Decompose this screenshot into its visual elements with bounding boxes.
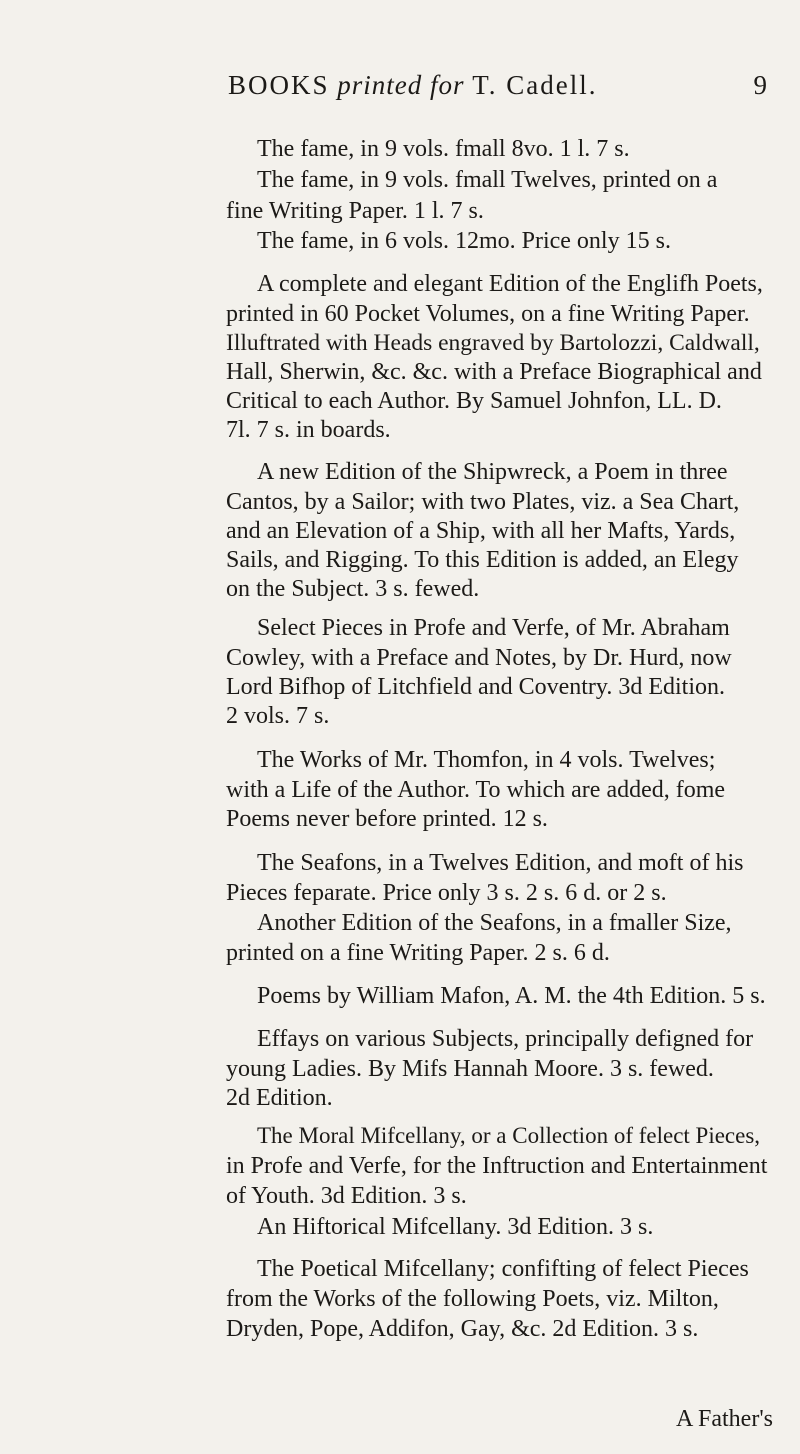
text-line: Effays on various Subjects, principally defigned for: [257, 1026, 754, 1052]
text-line: The Seafons, in a Twelves Edition, and moft of his: [257, 850, 744, 876]
page-number: 9: [753, 70, 768, 100]
text-line: 7l. 7 s. in boards.: [226, 417, 391, 443]
text-line: Pieces feparate. Price only 3 s. 2 s. 6 d. or 2 s.: [226, 880, 667, 906]
header-printed-for: printed for: [337, 70, 465, 100]
catchword: A Father's: [676, 1406, 773, 1432]
text-line: in Profe and Verfe, for the Inftruction and Entertainment: [226, 1153, 768, 1179]
header-books: BOOKS: [228, 70, 330, 100]
text-line: A complete and elegant Edition of the Englifh Poets,: [257, 271, 763, 297]
text-line: Lord Bifhop of Litchfield and Coventry. 3d Edition.: [226, 674, 726, 700]
text-line: from the Works of the following Poets, viz. Milton,: [226, 1286, 719, 1312]
text-line: The fame, in 6 vols. 12mo. Price only 15 s.: [257, 228, 671, 254]
text-line: 2d Edition.: [226, 1085, 333, 1111]
text-line: with a Life of the Author. To which are added, fome: [226, 777, 726, 803]
text-line: printed in 60 Pocket Volumes, on a fine Writing Paper.: [226, 301, 750, 327]
text-line: The fame, in 9 vols. fmall 8vo. 1 l. 7 s.: [257, 136, 630, 162]
text-line: Poems never before printed. 12 s.: [226, 806, 548, 832]
text-line: young Ladies. By Mifs Hannah Moore. 3 s. fewed.: [226, 1056, 714, 1082]
text-line: of Youth. 3d Edition. 3 s.: [226, 1183, 467, 1209]
text-line: Cowley, with a Preface and Notes, by Dr. Hurd, now: [226, 645, 732, 671]
text-line: The fame, in 9 vols. fmall Twelves, printed on a: [257, 167, 718, 193]
text-line: Hall, Sherwin, &c. &c. with a Preface Biographical and: [226, 359, 762, 385]
header-publisher: T. Cadell.: [472, 70, 598, 100]
text-line: and an Elevation of a Ship, with all her Mafts, Yards,: [226, 518, 736, 544]
text-line: Illuftrated with Heads engraved by Bartolozzi, Caldwall,: [226, 330, 760, 356]
text-line: A new Edition of the Shipwreck, a Poem in three: [257, 459, 728, 485]
text-line: The Moral Mifcellany, or a Collection of felect Pieces,: [257, 1123, 761, 1148]
text-line: on the Subject. 3 s. fewed.: [226, 576, 480, 602]
text-line: Sails, and Rigging. To this Edition is added, an Elegy: [226, 547, 739, 573]
text-line: Critical to each Author. By Samuel Johnfon, LL. D.: [226, 388, 722, 414]
text-line: An Hiftorical Mifcellany. 3d Edition. 3 s.: [257, 1214, 654, 1240]
text-line: The Works of Mr. Thomfon, in 4 vols. Twelves;: [257, 747, 716, 773]
text-line: Cantos, by a Sailor; with two Plates, viz. a Sea Chart,: [226, 489, 740, 515]
text-line: Select Pieces in Profe and Verfe, of Mr. Abraham: [257, 615, 730, 641]
text-line: The Poetical Mifcellany; confifting of felect Pieces: [257, 1256, 749, 1282]
text-line: 2 vols. 7 s.: [226, 703, 330, 729]
text-line: Dryden, Pope, Addifon, Gay, &c. 2d Edition. 3 s.: [226, 1316, 699, 1342]
text-line: Another Edition of the Seafons, in a fmaller Size,: [257, 910, 732, 936]
text-line: fine Writing Paper. 1 l. 7 s.: [226, 198, 484, 224]
text-line: printed on a fine Writing Paper. 2 s. 6 d.: [226, 940, 610, 966]
text-line: Poems by William Mafon, A. M. the 4th Edition. 5 s.: [257, 983, 766, 1009]
